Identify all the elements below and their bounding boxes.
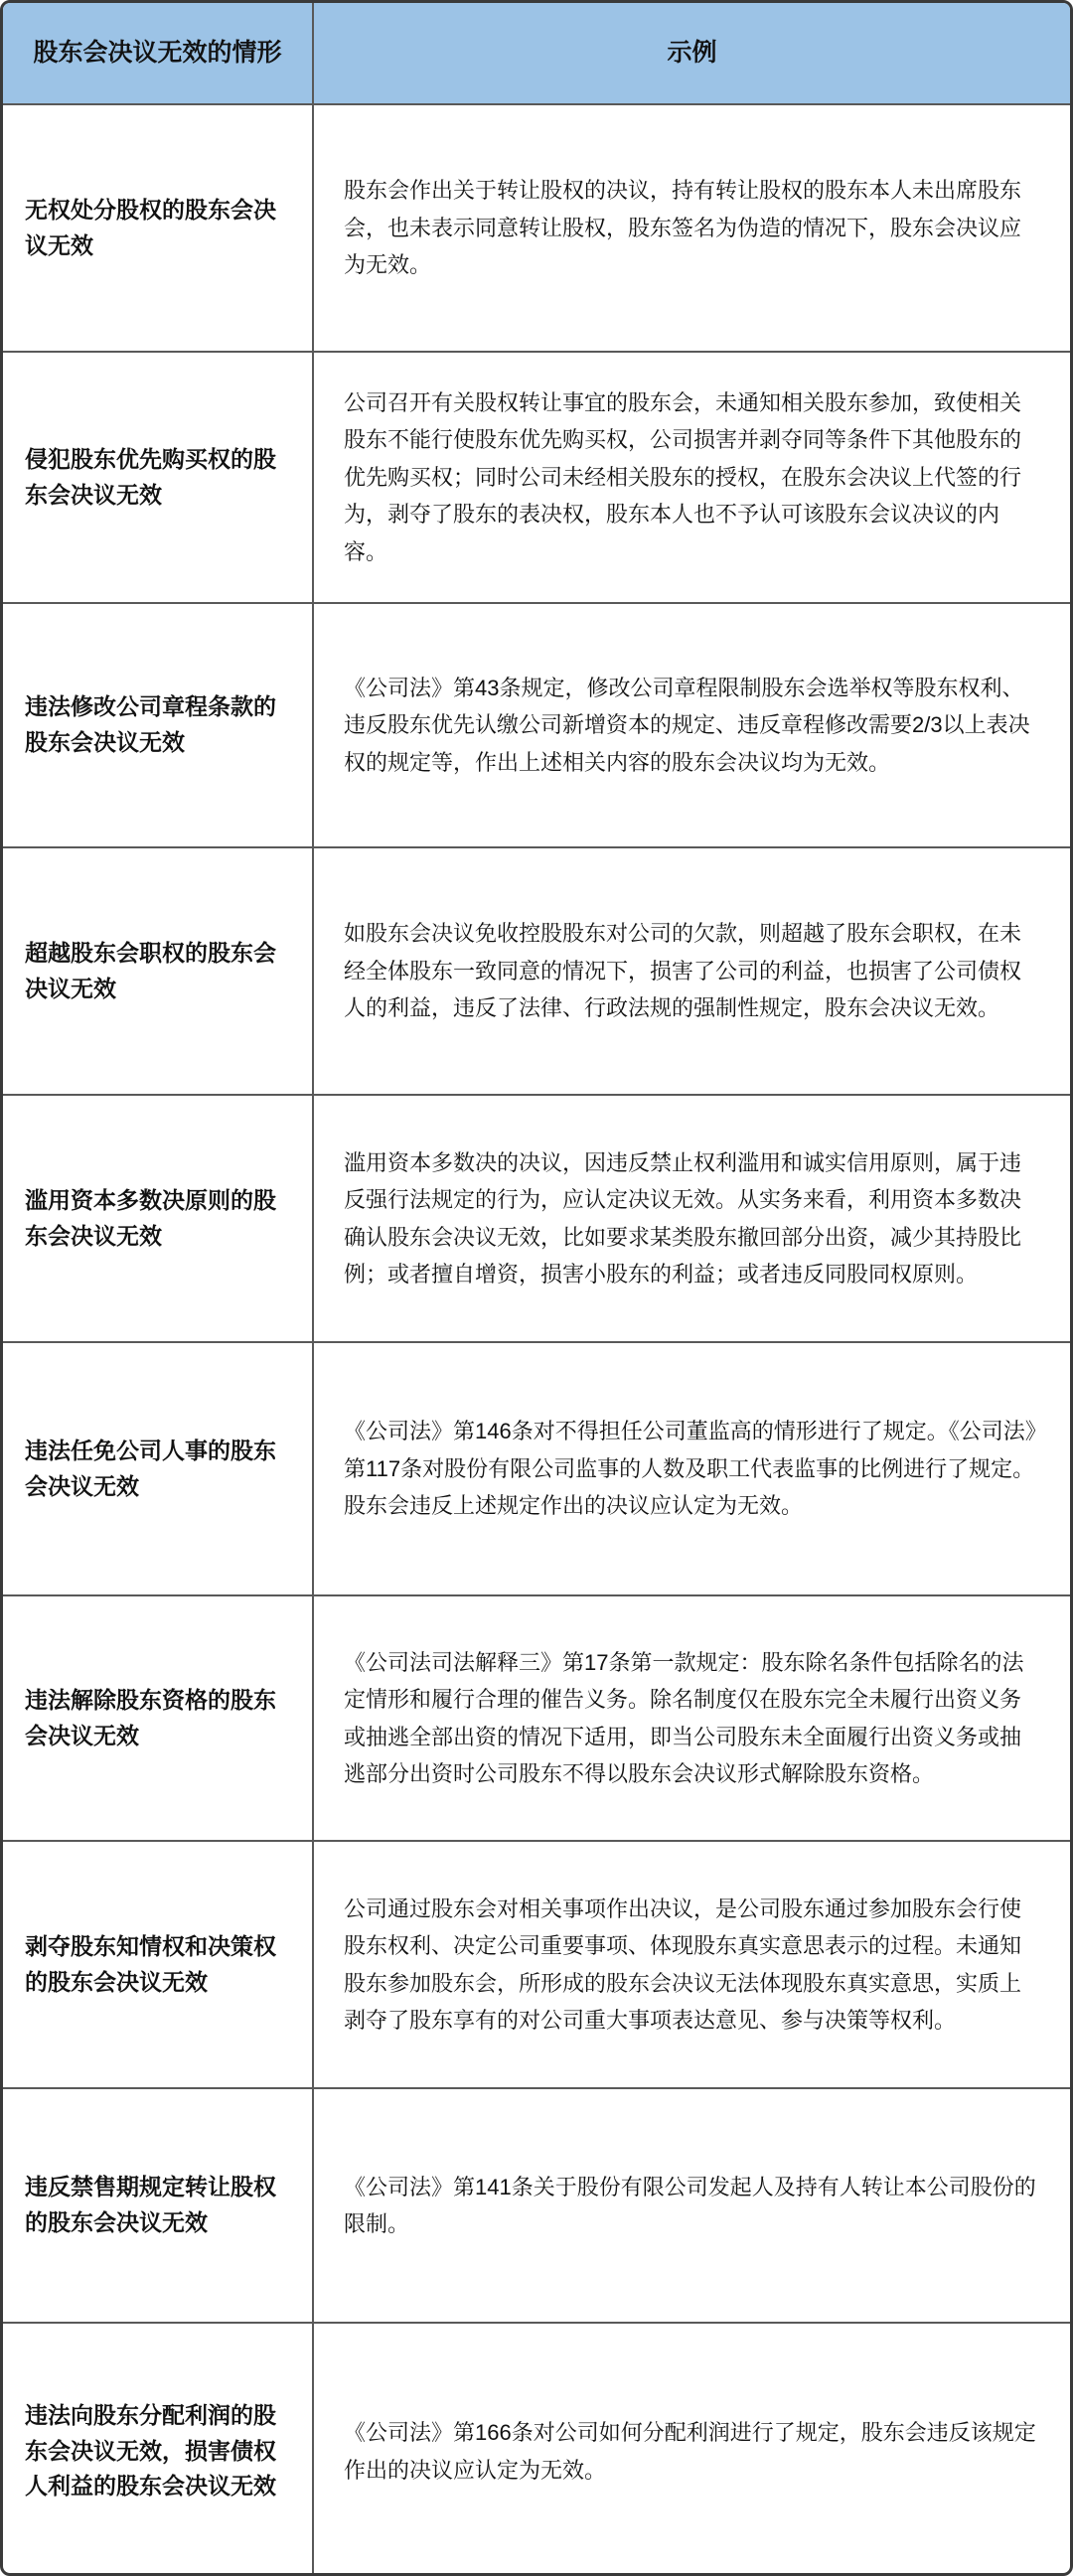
example-cell: 《公司法司法解释三》第17条第一款规定：股东除名条件包括除名的法定情形和履行合理的催告义务。除名制度仅在股东完全未履行出资义务或抽逃全部出资的情况下适用，即当公司股东未全面履行出资义务或抽逃部分出资时公司股东不得以股东会决议形式解除股东资格。: [344, 1649, 1024, 1786]
table-row: [3, 105, 1070, 353]
table-row: [3, 2089, 1070, 2324]
situation-cell: 违法修改公司章程条款的股东会决议无效: [3, 604, 314, 846]
table-header-row: [3, 3, 1070, 105]
situation-cell: 剥夺股东知情权和决策权的股东会决议无效: [3, 1842, 314, 2087]
table-body: [3, 105, 1070, 2576]
table-row: [3, 1842, 1070, 2089]
example-cell: 公司召开有关股权转让事宜的股东会，未通知相关股东参加，致使相关股东不能行使股东优先购买权，公司损害并剥夺同等条件下其他股东的优先购买权；同时公司未经相关股东的授权，在股东会决议上代签的行为，剥夺了股东的表决权，股东本人也不予认可该股东会议决议的内容。: [344, 390, 1022, 564]
situation-cell: 滥用资本多数决原则的股东会决议无效: [3, 1096, 314, 1341]
situation-cell: 违法解除股东资格的股东会决议无效: [3, 1596, 314, 1840]
table-row: [3, 1096, 1070, 1343]
example-cell: 《公司法》第166条对公司如何分配利润进行了规定，股东会违反该规定作出的决议应认定为无效。: [344, 2420, 1036, 2483]
column-header-situation: 股东会决议无效的情形: [3, 3, 314, 103]
example-cell: 股东会作出关于转让股权的决议，持有转让股权的股东本人未出席股东会，也未表示同意转让股权，股东签名为伪造的情况下，股东会决议应为无效。: [344, 178, 1022, 278]
situation-cell: 违法任免公司人事的股东会决议无效: [3, 1343, 314, 1594]
situation-cell: 侵犯股东优先购买权的股东会决议无效: [3, 353, 314, 602]
table-row: [3, 848, 1070, 1096]
example-cell: 《公司法》第146条对不得担任公司董监高的情形进行了规定。《公司法》第117条对股份有限公司监事的人数及职工代表监事的比例进行了规定。股东会违反上述规定作出的决议应认定为无效。: [344, 1419, 1036, 1519]
table-row: [3, 2324, 1070, 2576]
column-header-example: 示例: [667, 39, 717, 68]
table-row: [3, 604, 1070, 848]
table-row: [3, 1596, 1070, 1842]
example-cell: 滥用资本多数决的决议，因违反禁止权利滥用和诚实信用原则，属于违反强行法规定的行为，应认定决议无效。从实务来看，利用资本多数决确认股东会决议无效，比如要求某类股东撤回部分出资，减少其持股比例；或者擅自增资，损害小股东的利益；或者违反同股同权原则。: [344, 1149, 1022, 1287]
table-row: [3, 1343, 1070, 1596]
situation-cell: 违反禁售期规定转让股权的股东会决议无效: [3, 2089, 314, 2322]
situation-cell: 违法向股东分配利润的股东会决议无效，损害债权人利益的股东会决议无效: [3, 2324, 314, 2576]
situation-cell: 超越股东会职权的股东会决议无效: [3, 848, 314, 1094]
table-row: [3, 353, 1070, 604]
situation-cell: 无权处分股权的股东会决议无效: [3, 105, 314, 351]
example-cell: 《公司法》第43条规定，修改公司章程限制股东会选举权等股东权利、违反股东优先认缴公司新增资本的规定、违反章程修改需要2/3以上表决权的规定等，作出上述相关内容的股东会决议均为无效。: [344, 675, 1030, 775]
example-cell: 公司通过股东会对相关事项作出决议，是公司股东通过参加股东会行使股东权利、决定公司重要事项、体现股东真实意思表示的过程。未通知股东参加股东会，所形成的股东会决议无法体现股东真实意思，实质上剥夺了股东享有的对公司重大事项表达意见、参与决策等权利。: [344, 1895, 1022, 2033]
example-cell: 如股东会决议免收控股股东对公司的欠款，则超越了股东会职权，在未经全体股东一致同意的情况下，损害了公司的利益，也损害了公司债权人的利益，违反了法律、行政法规的强制性规定，股东会决议无效。: [344, 921, 1022, 1021]
example-cell: 《公司法》第141条关于股份有限公司发起人及持有人转让本公司股份的限制。: [344, 2174, 1036, 2236]
